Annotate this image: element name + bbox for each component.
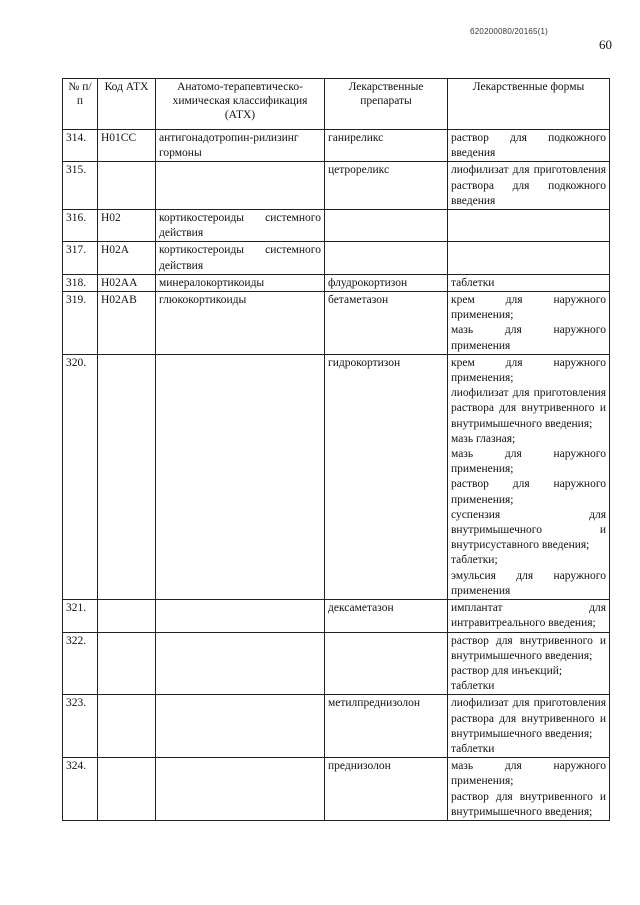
dosage-form-item: таблетки;	[451, 554, 498, 567]
cell-dosage-forms	[448, 354, 610, 599]
dosage-form-item: раствор для наружного применения;	[451, 478, 606, 506]
dosage-form-item: лиофилизат для приготовления раствора для внутривенного и внутримышечного введения;	[451, 697, 606, 740]
cell-num: 322.	[63, 632, 98, 695]
header-forms: Лекарственные формы	[448, 79, 610, 130]
table-row	[63, 210, 610, 242]
cell-atc-code: H02AB	[98, 292, 156, 355]
table-row	[63, 162, 610, 210]
dosage-form-item: имплантат для интравитреального введения;	[451, 602, 606, 630]
cell-classification	[156, 600, 325, 632]
cell-drug: цетрореликс	[325, 162, 448, 210]
dosage-form-item: мазь для наружного применения;	[451, 760, 606, 788]
cell-atc-code: H02	[98, 210, 156, 242]
cell-num: 317.	[63, 242, 98, 274]
cell-dosage-forms	[448, 632, 610, 695]
cell-num: 316.	[63, 210, 98, 242]
cell-classification: антигонадотропин-рилизинг гормоны	[156, 130, 325, 162]
dosage-form-item: лиофилизат для приготовления раствора для подкожного введения	[451, 164, 606, 207]
cell-drug: гидрокортизон	[325, 354, 448, 599]
cell-dosage-forms	[448, 758, 610, 821]
cell-drug	[325, 210, 448, 242]
table-row	[63, 632, 610, 695]
cell-num: 320.	[63, 354, 98, 599]
cell-classification: глюкокортикоиды	[156, 292, 325, 355]
cell-classification	[156, 162, 325, 210]
dosage-form-item: раствор для внутривенного и внутримышечного введения;	[451, 790, 606, 818]
cell-dosage-forms	[448, 210, 610, 242]
dosage-form-item: мазь для наружного применения;	[451, 448, 606, 476]
cell-atc-code: H02AA	[98, 274, 156, 291]
document-id: б20200080/20165(1)	[470, 27, 549, 36]
table-row	[63, 695, 610, 758]
dosage-form-item: раствор для инъекций;	[451, 664, 563, 677]
cell-num: 324.	[63, 758, 98, 821]
drug-registry-table	[62, 78, 610, 821]
dosage-form-item: таблетки	[451, 742, 495, 755]
table-row	[63, 242, 610, 274]
cell-dosage-forms	[448, 695, 610, 758]
page-number: 60	[599, 37, 612, 52]
cell-drug	[325, 632, 448, 695]
cell-drug: преднизолон	[325, 758, 448, 821]
cell-dosage-forms	[448, 274, 610, 291]
header-classification: Анатомо-терапевтическо-химическая классификация (АТХ)	[156, 79, 325, 130]
cell-num: 318.	[63, 274, 98, 291]
cell-classification: кортикостероиды системного действия	[156, 210, 325, 242]
cell-dosage-forms	[448, 242, 610, 274]
cell-atc-code	[98, 632, 156, 695]
cell-atc-code	[98, 695, 156, 758]
cell-drug: дексаметазон	[325, 600, 448, 632]
cell-dosage-forms	[448, 162, 610, 210]
cell-num: 315.	[63, 162, 98, 210]
cell-atc-code: H01CC	[98, 130, 156, 162]
cell-dosage-forms	[448, 292, 610, 355]
cell-num: 314.	[63, 130, 98, 162]
cell-classification	[156, 354, 325, 599]
table-header-row	[63, 79, 610, 130]
cell-atc-code	[98, 162, 156, 210]
table-row	[63, 130, 610, 162]
table-row	[63, 758, 610, 821]
cell-classification: минералокортикоиды	[156, 274, 325, 291]
cell-atc-code	[98, 600, 156, 632]
dosage-form-item: мазь глазная;	[451, 432, 516, 445]
cell-atc-code	[98, 758, 156, 821]
table-row	[63, 292, 610, 355]
cell-drug	[325, 242, 448, 274]
cell-drug: ганиреликс	[325, 130, 448, 162]
cell-dosage-forms	[448, 130, 610, 162]
cell-classification: кортикостероиды системного действия	[156, 242, 325, 274]
dosage-form-item: таблетки	[451, 680, 495, 693]
dosage-form-item: таблетки	[451, 276, 495, 289]
cell-drug: флудрокортизон	[325, 274, 448, 291]
table-body	[63, 130, 610, 821]
dosage-form-item: лиофилизат для приготовления раствора для внутривенного и внутримышечного введения;	[451, 387, 606, 430]
cell-classification	[156, 695, 325, 758]
cell-drug: метилпреднизолон	[325, 695, 448, 758]
header-drugs: Лекарственные препараты	[325, 79, 448, 130]
cell-classification	[156, 632, 325, 695]
dosage-form-item: эмульсия для наружного применения	[451, 569, 606, 597]
cell-drug: бетаметазон	[325, 292, 448, 355]
table-row	[63, 354, 610, 599]
dosage-form-item: суспензия для внутримышечного и внутрисуставного введения;	[451, 508, 606, 552]
cell-classification	[156, 758, 325, 821]
dosage-form-item: крем для наружного применения;	[451, 356, 606, 385]
header-num: № п/п	[63, 79, 98, 130]
cell-atc-code	[98, 354, 156, 599]
cell-num: 319.	[63, 292, 98, 355]
table-row	[63, 274, 610, 291]
dosage-form-item: раствор для подкожного введения	[451, 132, 606, 160]
cell-num: 321.	[63, 600, 98, 632]
dosage-form-item: раствор для внутривенного и внутримышечного введения;	[451, 634, 606, 662]
cell-num: 323.	[63, 695, 98, 758]
dosage-form-item: крем для наружного применения;	[451, 294, 606, 322]
cell-dosage-forms	[448, 600, 610, 632]
dosage-form-item: мазь для наружного применения	[451, 324, 606, 352]
table-row	[63, 600, 610, 632]
cell-atc-code: H02A	[98, 242, 156, 274]
header-code: Код АТХ	[98, 79, 156, 130]
